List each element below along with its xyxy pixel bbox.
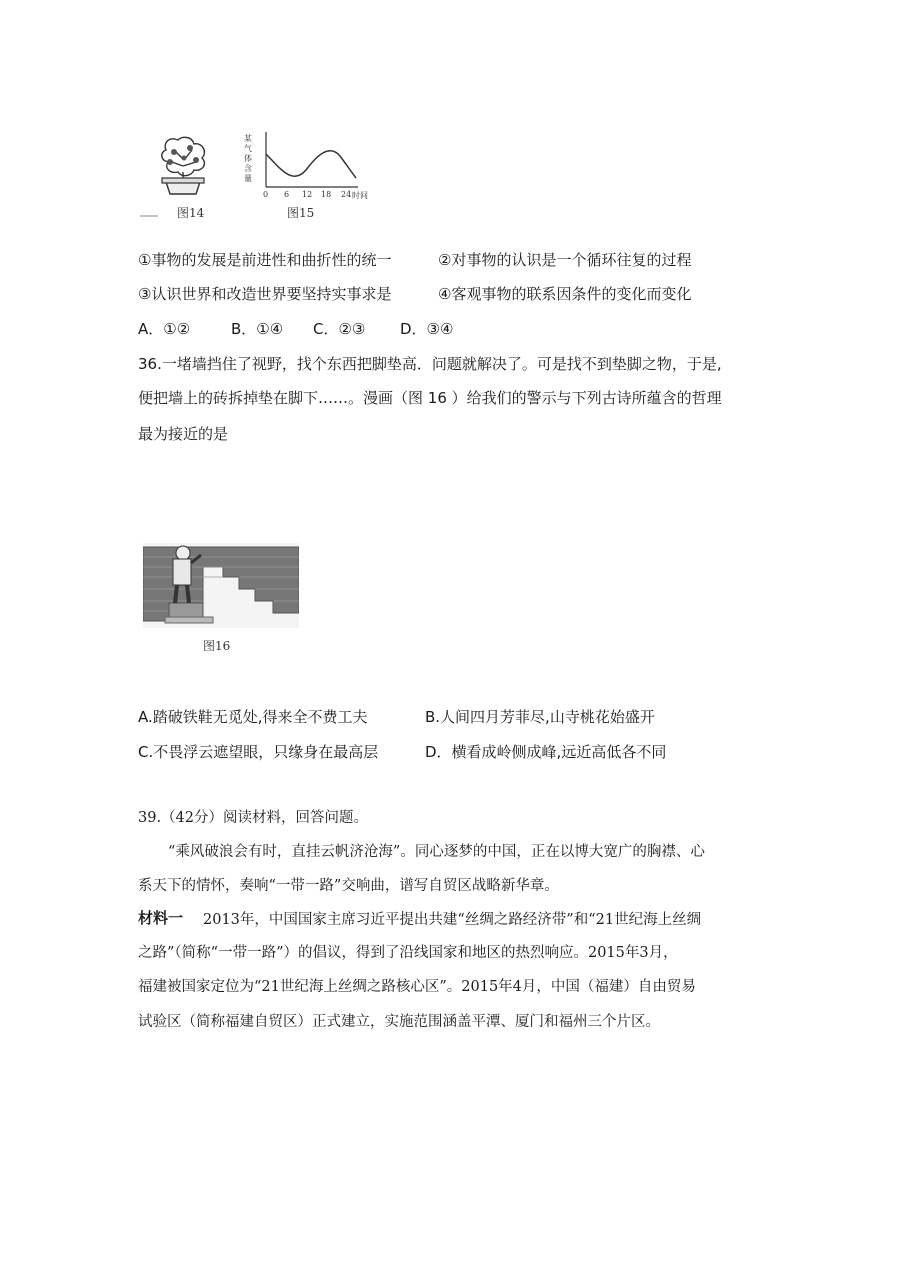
- q36-stem-line-2: 便把墙上的砖拆掉垫在脚下……。漫画（图 16 ）给我们的警示与下列古诗所蕴含的哲理: [138, 389, 722, 407]
- figure-15-xtick: 6: [284, 190, 290, 199]
- figure-15-xtick: 24: [341, 190, 352, 199]
- q39-material-label: 材料一: [138, 909, 184, 927]
- q39-intro-line-2: 系天下的情怀，奏响“一带一路”交响曲，谱写自贸区战略新华章。: [138, 878, 559, 894]
- figure-16-cartoon-image: [143, 543, 299, 628]
- q36-stem-line-3: 最为接近的是: [138, 425, 229, 443]
- figure-15-ylabel: 某气体含量: [244, 134, 252, 183]
- figure-15-xtick: 12: [302, 190, 313, 199]
- q35-option-a: A．①②: [138, 320, 191, 338]
- q36-option-a: A.踏破铁鞋无觅处,得来全不费工夫: [138, 708, 368, 726]
- q35-statement-2: ②对事物的认识是一个循环往复的过程: [438, 251, 692, 269]
- figure-15-xtick: 18: [321, 190, 332, 199]
- q35-option-d: D．③④: [400, 320, 454, 338]
- q36-option-b: B.人间四月芳菲尽,山寺桃花始盛开: [425, 708, 655, 726]
- q35-statement-3: ③认识世界和改造世界要坚持实事求是: [138, 285, 392, 303]
- q36-option-d: D．横看成岭侧成峰,远近高低各不同: [425, 743, 667, 761]
- q39-material-1-line-4: 试验区（简称福建自贸区）正式建立，实施范围涵盖平潭、厦门和福州三个片区。: [138, 1014, 660, 1030]
- q39-title: 39.（42分）阅读材料，回答问题。: [138, 810, 369, 826]
- figure-16-caption: 图16: [203, 639, 231, 653]
- q35-option-b: B．①④: [231, 320, 284, 338]
- q35-statement-4: ④客观事物的联系因条件的变化而变化: [438, 285, 692, 303]
- q36-option-c: C.不畏浮云遮望眼，只缘身在最高层: [138, 743, 379, 761]
- q36-stem-line-1: 36.一堵墙挡住了视野，找个东西把脚垫高．问题就解决了。可是找不到垫脚之物，于是,: [138, 355, 722, 373]
- q35-statement-1: ①事物的发展是前进性和曲折性的统一: [138, 251, 392, 269]
- figure-15-caption: 图15: [287, 206, 315, 220]
- q39-material-1-line-3: 福建被国家定位为“21世纪海上丝绸之路核心区”。2015年4月，中国（福建）自由贸易: [138, 979, 696, 995]
- figure-15-xtick: 0: [263, 190, 269, 199]
- q35-option-c: C．②③: [313, 320, 366, 338]
- figure-14-caption: 图14: [177, 206, 205, 220]
- q39-intro-line-1: “乘风破浪会有时，直挂云帆济沧海”。同心逐梦的中国，正在以博大宽广的胸襟、心: [168, 844, 705, 860]
- q39-material-1-line-2: 之路”（简称“一带一路”）的倡议，得到了沿线国家和地区的热烈响应。2015年3月，: [138, 945, 678, 961]
- q39-material-1-line-1: 2013年，中国国家主席习近平提出共建“丝绸之路经济带”和“21世纪海上丝绸: [203, 912, 702, 928]
- figure-15-xlabel: 时间: [352, 191, 368, 200]
